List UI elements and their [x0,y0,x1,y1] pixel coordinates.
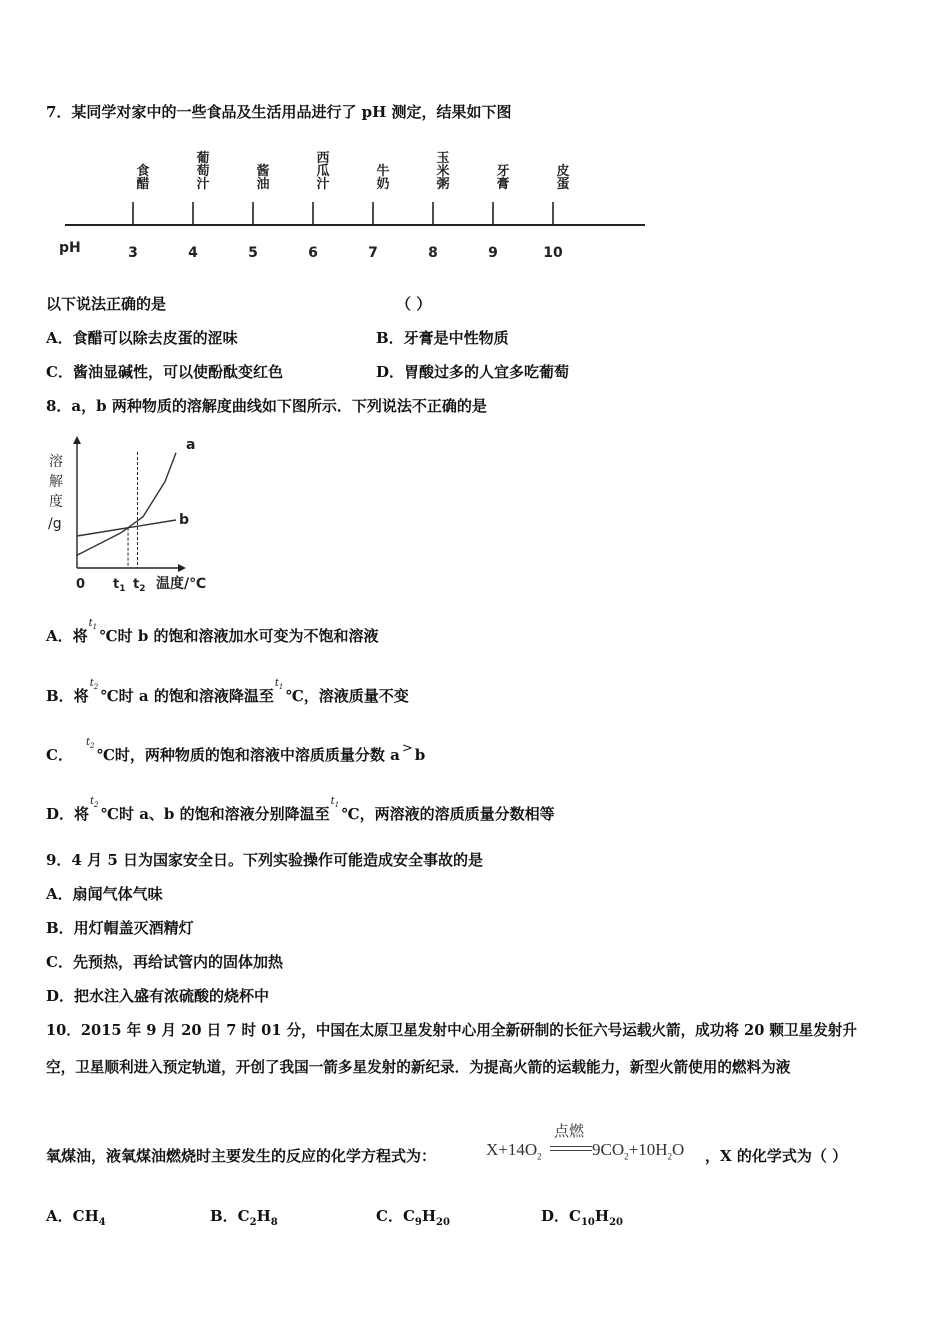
ph-item-label: 西瓜汁 [316,151,330,192]
q8-option-b: B．将 $t_2$ ℃时 a 的饱和溶液降温至 $t_1$ ℃，溶液质量不变 [46,678,409,705]
ph-item-label: 葡萄汁 [196,151,210,192]
ph-tick-label: 6 [308,245,318,261]
x-tick-t2: $t_2$ [133,577,146,594]
x-axis-label: 温度/℃ [156,576,207,592]
q8-option-a: A．将 $t_1$ ℃时 b 的饱和溶液加水可变为不饱和溶液 [46,618,379,645]
ph-item-label: 食醋 [136,164,150,192]
q8-option-c: C． $t_2$ ℃时，两种物质的饱和溶液中溶质质量分数 a > b [46,737,426,764]
ph-tick-label: 9 [488,245,498,261]
x-tick-t1: $t_1$ [113,577,126,594]
q10-option-d: D．$C_{10}H_{20}$ [541,1207,623,1228]
ph-tick-label: 8 [428,245,438,261]
ph-tick-label: 4 [188,245,198,261]
q10-option-b: B．$C_2H_8$ [210,1207,278,1228]
q7-answer-paren: （ ） [396,295,432,313]
ph-item-label: 玉米粥 [436,151,450,192]
q7-option-b: B．牙膏是中性物质 [376,329,509,347]
x-axis-arrow [178,564,186,572]
q8-stem: 8．a，b 两种物质的溶解度曲线如下图所示．下列说法不正确的是 [46,397,487,415]
q7-stem: 7．某同学对家中的一些食品及生活用品进行了 pH 测定，结果如下图 [46,103,512,121]
q9-option-d: D．把水注入盛有浓硫酸的烧杯中 [46,987,270,1005]
eq-double-line [550,1146,592,1151]
q10-line-1: 10．2015 年 9 月 20 日 7 时 01 分，中国在太原卫星发射中心用全新研制的长征六号运载火箭，成功将 20 颗卫星发射升 [46,1022,857,1039]
chemical-equation [486,1120,711,1170]
eq-rhs: $9CO_2+10H_2O$ [592,1140,685,1162]
ph-item-label: 牙膏 [496,164,510,192]
q10-line-3: 氧煤油，液氧煤油燃烧时主要发生的反应的化学方程式为： [46,1147,437,1165]
q8-option-d: D．将 $t_2$ ℃时 a、b 的饱和溶液分别降温至 $t_1$ ℃，两溶液的溶质质量分数相等 [46,796,555,823]
q9-option-a: A．扇闻气体气味 [46,885,163,903]
y-label-1: 溶 [49,454,63,470]
q7-option-d: D．胃酸过多的人宜多吃葡萄 [376,363,570,381]
y-axis-arrow [73,436,81,444]
ph-scale-figure [55,140,655,270]
origin-label: 0 [76,577,86,592]
y-label-4: /g [48,516,62,532]
q7-option-c: C．酱油显碱性，可以使酚酞变红色 [46,363,283,381]
solubility-chart [40,430,230,595]
q7-option-a: A．食醋可以除去皮蛋的涩味 [46,329,238,347]
series-a-label: a [186,436,196,453]
eq-lhs: $X+14O_2$ [486,1140,542,1162]
ph-item-label: 皮蛋 [556,164,570,192]
ph-item-label: 牛奶 [376,164,390,192]
ph-tick-label: 7 [368,245,378,261]
series-b-label: b [179,512,190,528]
q10-option-a: A．$CH_4$ [46,1207,106,1228]
q7-prompt: 以下说法正确的是 [46,295,167,313]
ph-item-label: 酱油 [256,164,270,192]
y-label-3: 度 [49,494,63,510]
q9-option-b: B．用灯帽盖灭酒精灯 [46,919,194,937]
q10-option-c: C．$C_9H_{20}$ [376,1207,450,1228]
series-a-curve [77,453,176,555]
ph-tick-label: 10 [543,245,563,261]
q10-line-3-end: ，X 的化学式为（ ） [705,1147,848,1165]
eq-condition: 点燃 [554,1124,585,1140]
ph-tick-label: 5 [248,245,258,261]
ph-axis-label: pH [59,240,81,256]
q10-line-2: 空，卫星顺利进入预定轨道，开创了我国一箭多星发射的新纪录．为提高火箭的运载能力，新型火箭使用的燃料为液 [46,1059,791,1076]
ph-tick-label: 3 [128,245,138,261]
series-b-curve [77,520,176,536]
y-label-2: 解 [49,474,63,490]
q9-option-c: C．先预热，再给试管内的固体加热 [46,953,283,971]
q9-stem: 9．4 月 5 日为国家安全日。下列实验操作可能造成安全事故的是 [46,851,483,869]
